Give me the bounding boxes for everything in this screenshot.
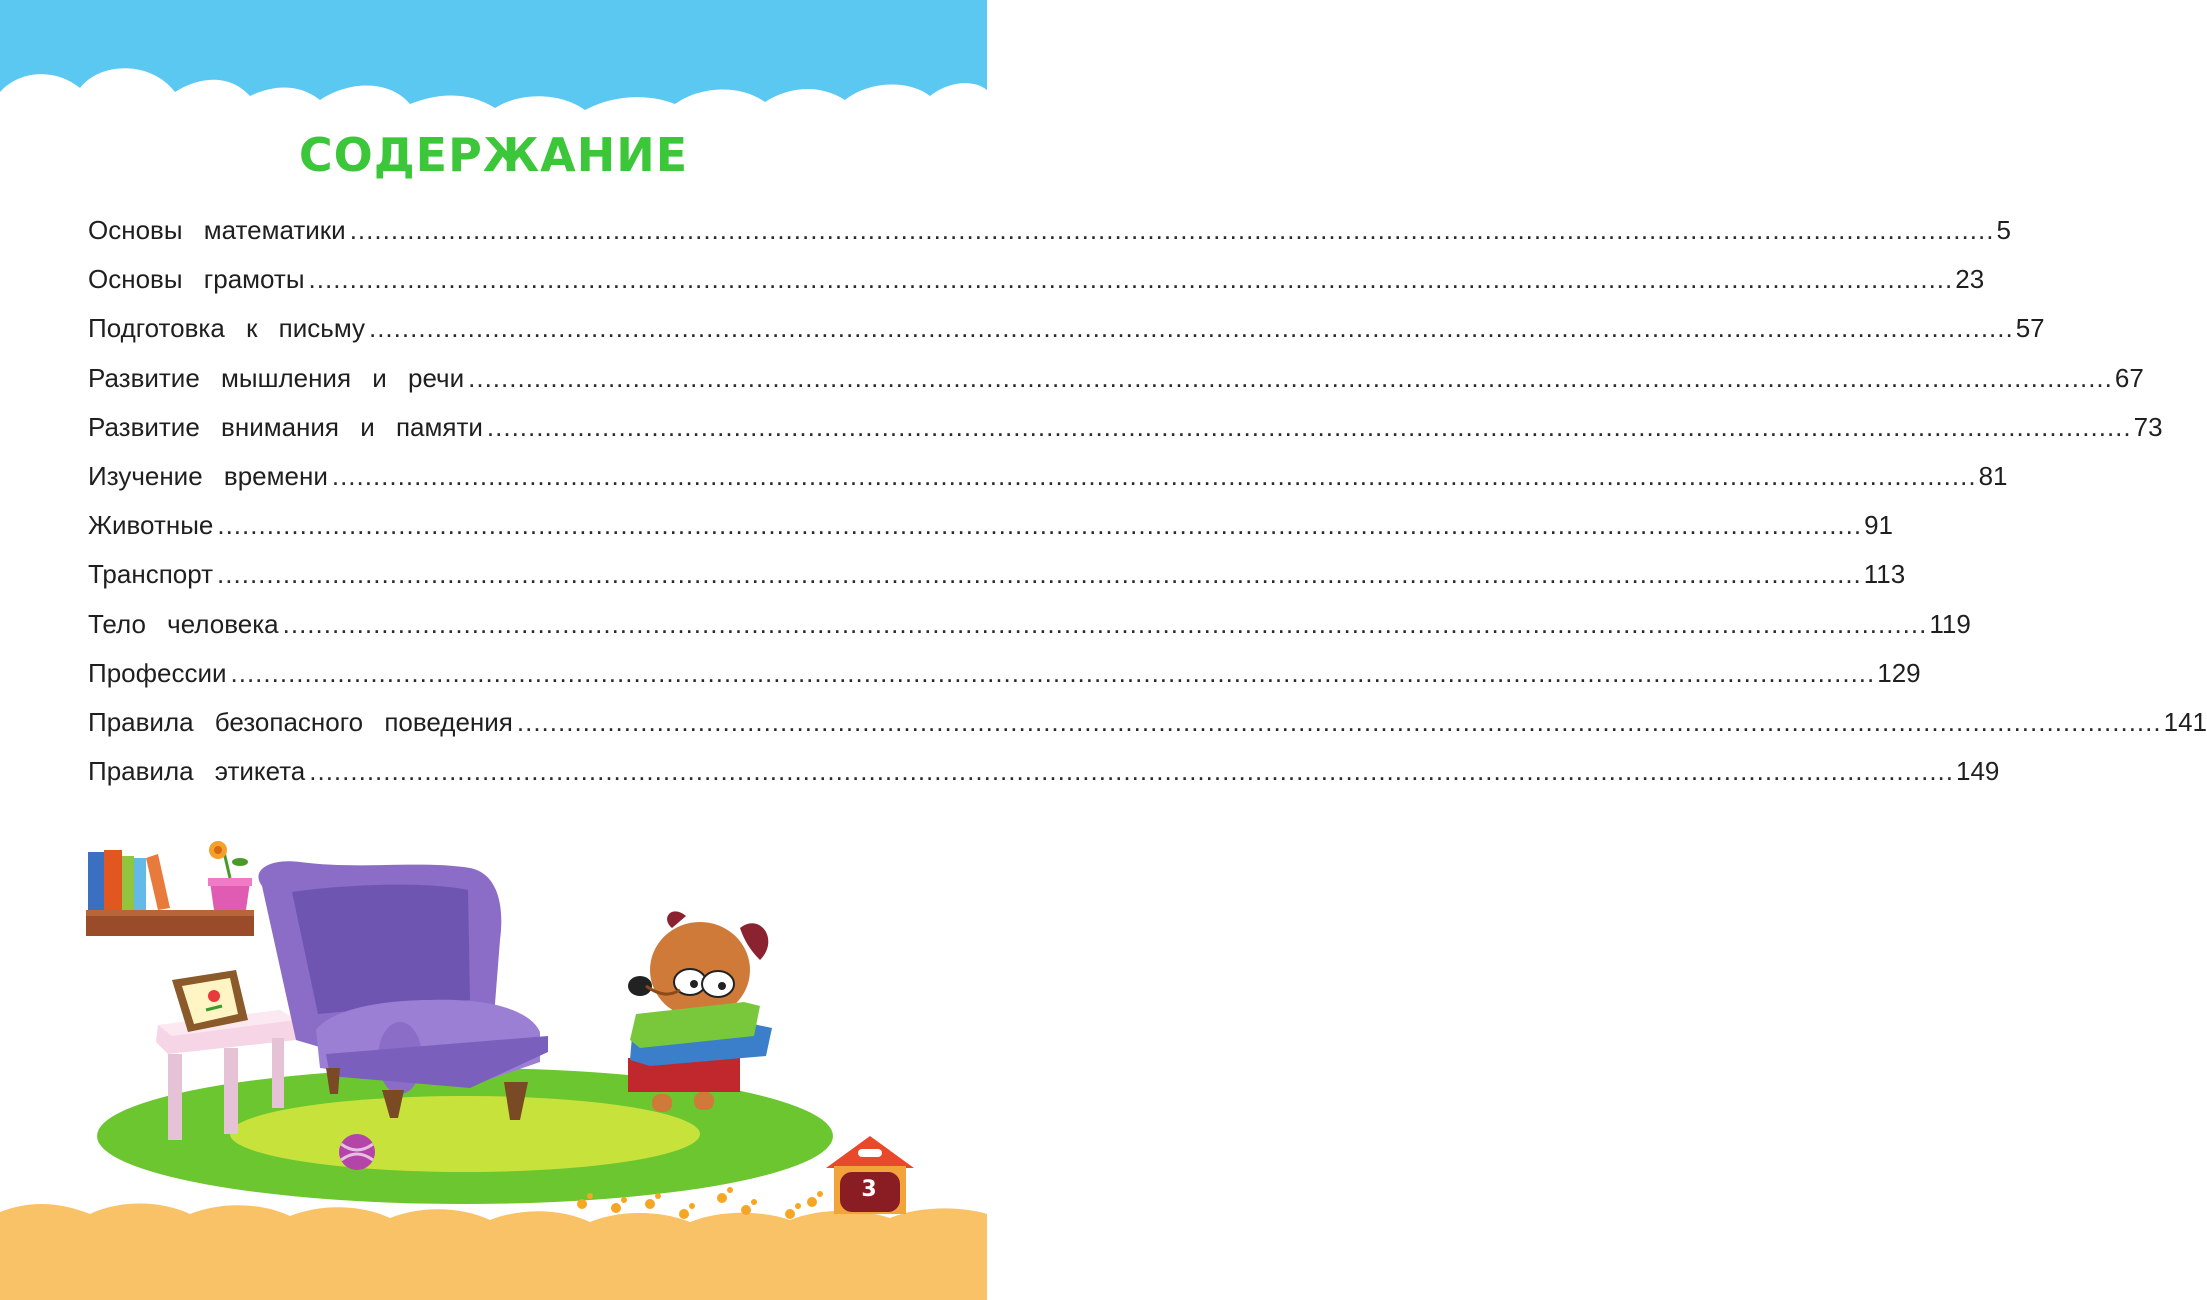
page-number: 3 (861, 1176, 877, 1202)
toc-entry[interactable] (88, 304, 2045, 353)
toc-leader-dots: ........................................................................................................................................................................................................ (516, 706, 2162, 737)
room-illustration (0, 800, 987, 1200)
toc-leader-dots: ........................................................................................................................................................................................................ (230, 657, 1876, 688)
toc-entry[interactable] (88, 501, 1894, 550)
toc-entry-page: 57 (2015, 313, 2045, 344)
ball-icon (339, 1134, 375, 1170)
toc-entry-label: Профессии (88, 657, 227, 688)
toc-entry-label: Изучение времени (88, 460, 328, 491)
toc-leader-dots: ........................................................................................................................................................................................................ (468, 362, 2113, 393)
toc-entry-page: 5 (1996, 215, 2011, 245)
toc-leader-dots: ........................................................................................................................................................................................................ (309, 756, 1954, 787)
toc-entry-label: Правила этикета (88, 756, 306, 787)
toc-entry[interactable] (88, 452, 2008, 501)
toc-leader-dots: ........................................................................................................................................................................................................ (308, 264, 1954, 295)
toc-entry-page: 113 (1863, 559, 1906, 590)
page-title: СОДЕРЖАНИЕ (298, 128, 689, 182)
toc-entry-page: 119 (1929, 608, 1971, 639)
toc-leader-dots: ........................................................................................................................................................................................................ (331, 460, 1977, 491)
toc-entry[interactable] (88, 550, 1906, 599)
toc-entry-page: 149 (1956, 756, 2000, 787)
toc-entry-label: Основы грамоты (88, 264, 305, 295)
toc-entry-page: 141 (2163, 706, 2207, 737)
toc-entry-page: 91 (1864, 510, 1894, 541)
toc-entry-page: 23 (1955, 264, 1985, 295)
dog-icon (628, 911, 772, 1112)
toc-entry[interactable] (88, 255, 1985, 304)
toc-leader-dots: ........................................................................................................................................................................................................ (217, 559, 1862, 590)
toc-entry-page: 129 (1877, 657, 1921, 688)
toc-entry-label: Тело человека (88, 608, 279, 639)
toc-entry[interactable] (88, 354, 2144, 403)
toc-entry-label: Основы математики (88, 215, 346, 245)
flower-pot-icon (208, 841, 252, 910)
toc-entry-page: 67 (2114, 362, 2144, 393)
toc-entry-label: Подготовка к письму (88, 313, 365, 344)
toc-entry-page: 81 (1978, 460, 2008, 491)
toc-entry[interactable] (88, 698, 2207, 747)
toc-entry-label: Животные (88, 510, 214, 541)
toc-entry-label: Правила безопасного поведения (88, 706, 513, 737)
toc-leader-dots: ........................................................................................................................................................................................................ (349, 215, 1995, 245)
toc-entry-label: Развитие внимания и памяти (88, 411, 483, 442)
toc-leader-dots: ........................................................................................................................................................................................................ (217, 510, 1863, 541)
toc-entry[interactable] (88, 206, 2011, 255)
toc-entry-label: Развитие мышления и речи (88, 362, 465, 393)
toc-leader-dots: ........................................................................................................................................................................................................ (486, 411, 2132, 442)
toc-entry[interactable] (88, 649, 1921, 698)
toc-leader-dots: ........................................................................................................................................................................................................ (282, 608, 1928, 639)
toc-entry[interactable] (88, 600, 1971, 649)
toc-entry-page: 73 (2133, 411, 2163, 442)
toc-entry[interactable] (88, 747, 2000, 796)
toc-leader-dots: ........................................................................................................................................................................................................ (368, 313, 2014, 344)
toc-entry[interactable] (88, 403, 2163, 452)
table-of-contents (88, 206, 2207, 796)
toc-entry-label: Транспорт (88, 559, 214, 590)
